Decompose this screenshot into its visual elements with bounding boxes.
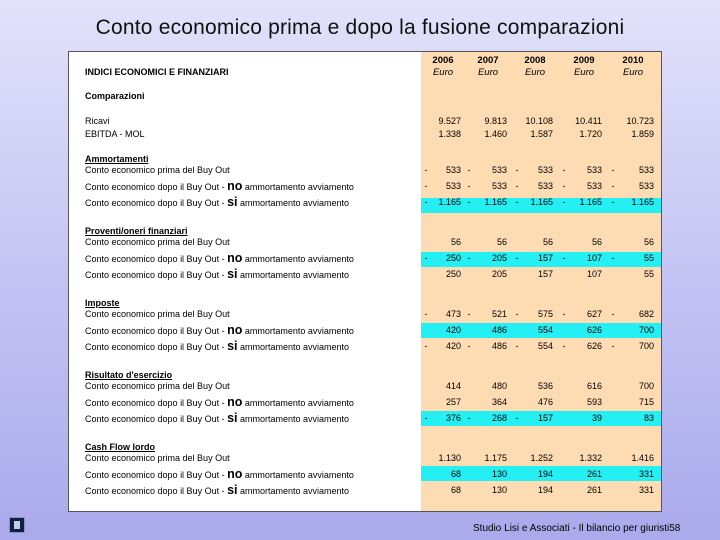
- negative-sign: -: [611, 309, 615, 319]
- row-label: Conto economico prima del Buy Out: [85, 381, 230, 391]
- cell-value: 700: [638, 341, 654, 351]
- negative-sign: -: [424, 197, 428, 207]
- row-label: Conto economico dopo il Buy Out - si ammortamento avviamento: [85, 267, 350, 281]
- negative-sign: -: [515, 181, 519, 191]
- table-row: [69, 452, 661, 464]
- cell-value: 331: [638, 469, 654, 479]
- cell-value: 536: [537, 381, 553, 391]
- cell-value: 250: [445, 269, 461, 279]
- cell-value: 533: [491, 181, 507, 191]
- negative-sign: -: [467, 341, 471, 351]
- cell-value: 420: [445, 341, 461, 351]
- cell-value: 10.411: [575, 116, 602, 126]
- cell-value: 107: [586, 253, 602, 263]
- page-number: 58: [669, 523, 681, 534]
- currency-header: Euro: [524, 67, 546, 78]
- cell-value: 616: [586, 381, 602, 391]
- row-label: Conto economico prima del Buy Out: [85, 309, 230, 319]
- table-row: [69, 128, 661, 140]
- negative-sign: -: [515, 165, 519, 175]
- row-label: Conto economico dopo il Buy Out - no ammortamento avviamento: [85, 179, 354, 193]
- cell-value: 10.108: [525, 116, 553, 126]
- cell-value: 575: [537, 309, 553, 319]
- cell-value: 331: [638, 485, 654, 495]
- logo-icon: [9, 517, 25, 533]
- negative-sign: -: [467, 181, 471, 191]
- financial-table: [68, 51, 662, 512]
- negative-sign: -: [424, 309, 428, 319]
- table-row: [69, 324, 661, 336]
- year-header: 2008: [524, 55, 546, 66]
- row-label: EBITDA - MOL: [85, 129, 145, 139]
- negative-sign: -: [424, 413, 428, 423]
- cell-value: 533: [638, 165, 654, 175]
- row-label: Conto economico prima del Buy Out: [85, 453, 230, 463]
- cell-value: 626: [586, 325, 602, 335]
- negative-sign: -: [515, 341, 519, 351]
- table-row: [69, 180, 661, 192]
- cell-value: 521: [491, 309, 507, 319]
- table-row: [69, 396, 661, 408]
- cell-value: 1.130: [438, 453, 461, 463]
- cell-value: 1.460: [484, 129, 507, 139]
- negative-sign: -: [562, 309, 566, 319]
- cell-value: 68: [450, 469, 461, 479]
- negative-sign: -: [515, 197, 519, 207]
- cell-value: 593: [586, 397, 602, 407]
- row-label: Conto economico dopo il Buy Out - no ammortamento avviamento: [85, 395, 354, 409]
- table-row: [69, 308, 661, 320]
- cell-value: 626: [586, 341, 602, 351]
- cell-value: 56: [591, 237, 602, 247]
- table-row: [69, 268, 661, 280]
- cell-value: 420: [445, 325, 461, 335]
- currency-header: Euro: [573, 67, 595, 78]
- cell-value: 56: [542, 237, 553, 247]
- negative-sign: -: [562, 253, 566, 263]
- cell-value: 1.165: [438, 197, 461, 207]
- cell-value: 194: [537, 469, 553, 479]
- cell-value: 554: [537, 341, 553, 351]
- negative-sign: -: [611, 165, 615, 175]
- negative-sign: -: [562, 197, 566, 207]
- cell-value: 554: [537, 325, 553, 335]
- negative-sign: -: [562, 181, 566, 191]
- cell-value: 1.165: [631, 197, 654, 207]
- table-row: [69, 252, 661, 264]
- negative-sign: -: [515, 253, 519, 263]
- cell-value: 1.252: [530, 453, 553, 463]
- row-label: Conto economico dopo il Buy Out - no ammortamento avviamento: [85, 323, 354, 337]
- table-row: [69, 236, 661, 248]
- cell-value: 157: [537, 413, 553, 423]
- year-header: 2009: [573, 55, 595, 66]
- table-row: [69, 164, 661, 176]
- cell-value: 268: [491, 413, 507, 423]
- cell-value: 1.859: [631, 129, 654, 139]
- cell-value: 480: [491, 381, 507, 391]
- negative-sign: -: [562, 341, 566, 351]
- section-heading: Risultato d'esercizio: [85, 370, 173, 380]
- cell-value: 9.813: [484, 116, 507, 126]
- cell-value: 486: [491, 325, 507, 335]
- cell-value: 205: [491, 253, 507, 263]
- cell-value: 414: [445, 381, 461, 391]
- cell-value: 364: [491, 397, 507, 407]
- cell-value: 157: [537, 269, 553, 279]
- row-label: Conto economico dopo il Buy Out - si ammortamento avviamento: [85, 339, 350, 353]
- cell-value: 715: [638, 397, 654, 407]
- cell-value: 39: [591, 413, 602, 423]
- negative-sign: -: [424, 165, 428, 175]
- negative-sign: -: [611, 253, 615, 263]
- cell-value: 533: [537, 165, 553, 175]
- currency-header: Euro: [622, 67, 644, 78]
- table-row: [69, 115, 661, 127]
- footer: [473, 523, 680, 534]
- negative-sign: -: [467, 413, 471, 423]
- negative-sign: -: [515, 413, 519, 423]
- cell-value: 257: [445, 397, 461, 407]
- cell-value: 9.527: [438, 116, 461, 126]
- negative-sign: -: [562, 165, 566, 175]
- row-label: Conto economico prima del Buy Out: [85, 165, 230, 175]
- cell-value: 250: [445, 253, 461, 263]
- negative-sign: -: [515, 309, 519, 319]
- cell-value: 1.165: [484, 197, 507, 207]
- cell-value: 1.165: [579, 197, 602, 207]
- cell-value: 56: [643, 237, 654, 247]
- currency-header: Euro: [432, 67, 454, 78]
- negative-sign: -: [424, 341, 428, 351]
- currency-header: Euro: [477, 67, 499, 78]
- comparazioni-label: Comparazioni: [85, 91, 145, 101]
- section-title: INDICI ECONOMICI E FINANZIARI: [85, 67, 229, 77]
- negative-sign: -: [467, 253, 471, 263]
- section-heading: Ammortamenti: [85, 154, 149, 164]
- cell-value: 130: [491, 485, 507, 495]
- cell-value: 533: [445, 181, 461, 191]
- cell-value: 56: [450, 237, 461, 247]
- cell-value: 533: [586, 181, 602, 191]
- cell-value: 533: [586, 165, 602, 175]
- cell-value: 130: [491, 469, 507, 479]
- negative-sign: -: [467, 165, 471, 175]
- cell-value: 682: [638, 309, 654, 319]
- cell-value: 376: [445, 413, 461, 423]
- cell-value: 1.338: [438, 129, 461, 139]
- cell-value: 486: [491, 341, 507, 351]
- negative-sign: -: [467, 197, 471, 207]
- table-row: [69, 196, 661, 208]
- year-header: 2007: [477, 55, 499, 66]
- cell-value: 1.416: [631, 453, 654, 463]
- cell-value: 107: [586, 269, 602, 279]
- slide-title: Conto economico prima e dopo la fusione comparazioni: [95, 16, 625, 39]
- row-label: Conto economico prima del Buy Out: [85, 237, 230, 247]
- negative-sign: -: [611, 197, 615, 207]
- cell-value: 1.332: [579, 453, 602, 463]
- negative-sign: -: [424, 253, 428, 263]
- section-heading: Imposte: [85, 298, 120, 308]
- section-heading: Proventi/oneri finanziari: [85, 226, 188, 236]
- cell-value: 533: [491, 165, 507, 175]
- table-row: [69, 380, 661, 392]
- cell-value: 1.175: [484, 453, 507, 463]
- cell-value: 700: [638, 325, 654, 335]
- row-label: Ricavi: [85, 116, 110, 126]
- table-row: [69, 340, 661, 352]
- negative-sign: -: [611, 181, 615, 191]
- table-row: [69, 468, 661, 480]
- negative-sign: -: [611, 341, 615, 351]
- row-label: Conto economico dopo il Buy Out - si ammortamento avviamento: [85, 411, 350, 425]
- cell-value: 533: [638, 181, 654, 191]
- cell-value: 1.165: [530, 197, 553, 207]
- cell-value: 700: [638, 381, 654, 391]
- cell-value: 55: [643, 253, 654, 263]
- year-header: 2006: [432, 55, 454, 66]
- negative-sign: -: [467, 309, 471, 319]
- cell-value: 261: [586, 469, 602, 479]
- cell-value: 56: [496, 237, 507, 247]
- cell-value: 1.720: [579, 129, 602, 139]
- row-label: Conto economico dopo il Buy Out - no ammortamento avviamento: [85, 251, 354, 265]
- cell-value: 476: [537, 397, 553, 407]
- table-row: [69, 412, 661, 424]
- section-heading: Cash Flow lordo: [85, 442, 156, 452]
- cell-value: 205: [491, 269, 507, 279]
- cell-value: 68: [450, 485, 461, 495]
- table-row: [69, 484, 661, 496]
- cell-value: 261: [586, 485, 602, 495]
- cell-value: 533: [537, 181, 553, 191]
- row-label: Conto economico dopo il Buy Out - no ammortamento avviamento: [85, 467, 354, 481]
- cell-value: 55: [643, 269, 654, 279]
- negative-sign: -: [424, 181, 428, 191]
- cell-value: 627: [586, 309, 602, 319]
- cell-value: 1.587: [530, 129, 553, 139]
- cell-value: 473: [445, 309, 461, 319]
- cell-value: 83: [643, 413, 654, 423]
- footer-credit: Studio Lisi e Associati - Il bilancio per giuristi: [473, 523, 670, 534]
- cell-value: 533: [445, 165, 461, 175]
- cell-value: 10.723: [626, 116, 654, 126]
- year-header: 2010: [622, 55, 644, 66]
- row-label: Conto economico dopo il Buy Out - si ammortamento avviamento: [85, 483, 350, 497]
- cell-value: 157: [537, 253, 553, 263]
- cell-value: 194: [537, 485, 553, 495]
- row-label: Conto economico dopo il Buy Out - si ammortamento avviamento: [85, 195, 350, 209]
